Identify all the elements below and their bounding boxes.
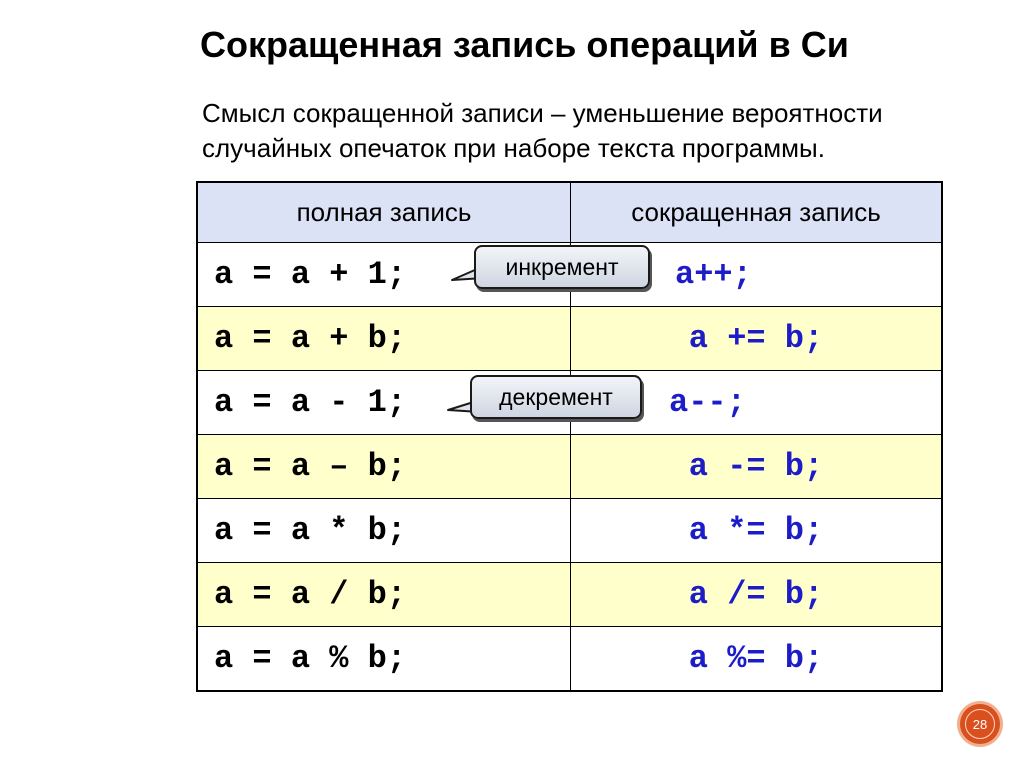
table-row bbox=[197, 627, 942, 692]
header-short-notation: сокращенная запись bbox=[571, 182, 943, 243]
full-notation-cell: a = a + 1; bbox=[197, 243, 571, 307]
table-row bbox=[197, 563, 942, 627]
full-notation-cell: a = a * b; bbox=[197, 499, 571, 563]
slide-title: Сокращенная запись операций в Си bbox=[200, 24, 849, 65]
short-notation-cell: a++; bbox=[571, 243, 943, 307]
table-row bbox=[197, 435, 942, 499]
full-notation-cell: a = a - 1; bbox=[197, 371, 571, 435]
short-notation-cell: a /= b; bbox=[571, 563, 943, 627]
short-notation-cell: a *= b; bbox=[571, 499, 943, 563]
full-notation-cell: a = a % b; bbox=[197, 627, 571, 692]
increment-callout: инкремент bbox=[474, 245, 650, 289]
page-number-badge bbox=[960, 704, 1000, 744]
header-full-notation: полная запись bbox=[197, 182, 571, 243]
table-row bbox=[197, 307, 942, 371]
table-header-row bbox=[197, 182, 942, 243]
slide-subtitle: Смысл сокращенной записи – уменьшение вероятности случайных опечаток при наборе текста программы. bbox=[202, 98, 883, 163]
short-notation-cell: a--; bbox=[571, 371, 943, 435]
page-number: 28 bbox=[965, 709, 995, 739]
full-notation-cell: a = a – b; bbox=[197, 435, 571, 499]
full-notation-cell: a = a + b; bbox=[197, 307, 571, 371]
decrement-callout: декремент bbox=[470, 375, 642, 419]
short-notation-cell: a %= b; bbox=[571, 627, 943, 692]
short-notation-cell: a -= b; bbox=[571, 435, 943, 499]
full-notation-cell: a = a / b; bbox=[197, 563, 571, 627]
table-row bbox=[197, 499, 942, 563]
short-notation-cell: a += b; bbox=[571, 307, 943, 371]
